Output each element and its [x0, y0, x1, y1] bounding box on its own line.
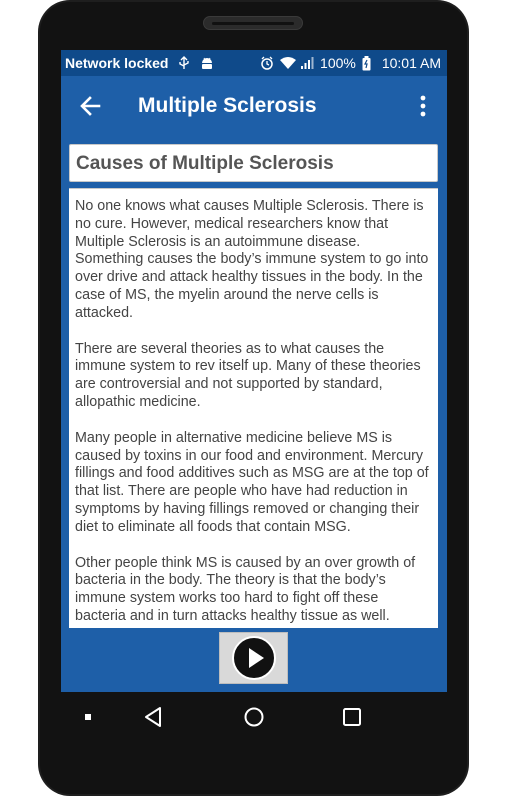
app-title: Multiple Sclerosis [138, 94, 317, 117]
more-vert-icon[interactable] [413, 92, 433, 120]
play-button[interactable] [219, 632, 288, 684]
wifi-icon [280, 56, 294, 70]
paragraph: There are several theories as to what causes the immune system to rev itself up. Many of these theories are controversial and not supported by standard, allopathic medicine. [75, 340, 421, 410]
phone-speaker [203, 16, 303, 30]
battery-percent: 100% [320, 55, 356, 71]
bottom-bar [61, 628, 447, 692]
status-bar [61, 50, 447, 76]
usb-icon [177, 56, 191, 70]
alarm-icon [260, 56, 274, 70]
paragraph: Other people think MS is caused by an over growth of bacteria in the body. The theory is that the body’s immune system works too hard to fight off these bacteria and in turn attacks healthy tissue as well. [75, 554, 416, 624]
clock-time: 10:01 AM [381, 55, 441, 71]
nav-recents-icon[interactable] [339, 704, 365, 730]
carrier-text: Network locked [65, 55, 169, 71]
nav-home-icon[interactable] [241, 704, 267, 730]
dot-icon [75, 704, 101, 730]
article-heading-card [69, 144, 438, 182]
article-heading: Causes of Multiple Sclerosis [76, 153, 334, 174]
back-arrow-icon[interactable] [77, 92, 105, 120]
nav-back-icon[interactable] [141, 704, 167, 730]
android-nav-bar [61, 692, 447, 742]
play-icon [232, 636, 276, 680]
signal-icon [300, 56, 314, 70]
screen [61, 50, 447, 692]
app-bar [61, 76, 447, 136]
paragraph: No one knows what causes Multiple Sclerosis. There is no cure. However, medical researchers know that Multiple Sclerosis is an autoimmune disease. Something causes the body’s immune system to go into over drive and attack healthy tissues in the body. In the case of MS, the myelin around the nerve cells is attacked. [75, 198, 429, 321]
android-icon [200, 56, 214, 70]
content-area [61, 136, 447, 628]
paragraph: Many people in alternative medicine believe MS is caused by toxins in our food and environment. Mercury fillings and food additives such as MSG are at the top of that list. There are people who have had reduction in symptoms by having fillings removed or changing their diet to eliminate all foods that contain MSG. [75, 429, 429, 535]
article-body[interactable] [69, 188, 438, 628]
battery-icon [362, 56, 376, 70]
